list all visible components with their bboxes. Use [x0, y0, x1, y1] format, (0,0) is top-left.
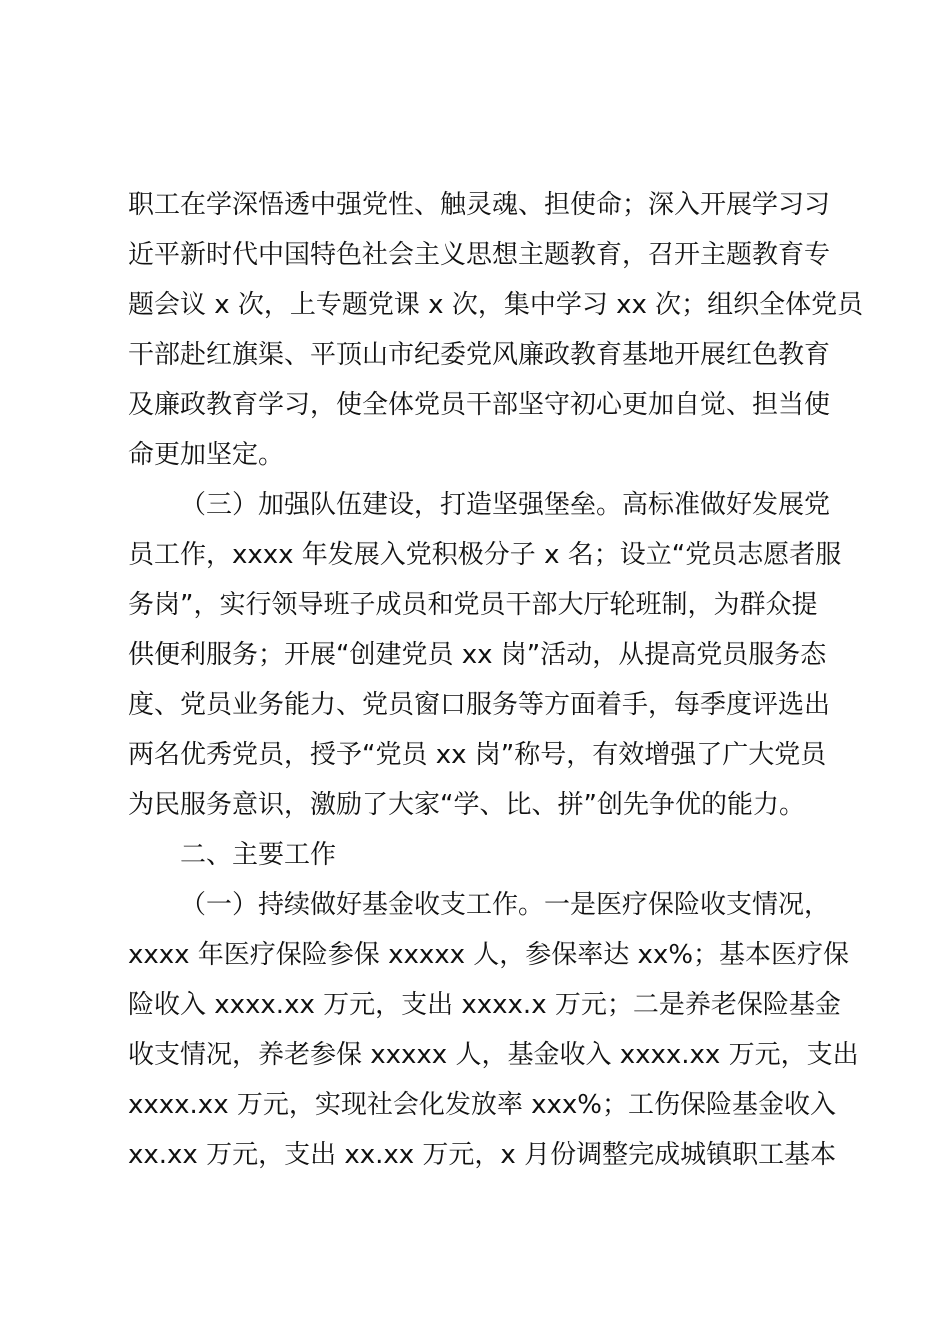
text-line: （一）持续做好基金收支工作。一是医疗保险收支情况， — [180, 890, 831, 920]
text-line: 命更加坚定。 — [128, 440, 285, 470]
text-line: 度、党员业务能力、党员窗口服务等方面着手，每季度评选出 — [128, 690, 831, 720]
text-line: xxxx.xx 万元，实现社会化发放率 xxx%；工伤保险基金收入 — [128, 1090, 836, 1120]
text-line: xxxx 年医疗保险参保 xxxxx 人，参保率达 xx%；基本医疗保 — [128, 940, 850, 970]
text-line: 供便利服务；开展“创建党员 xx 岗”活动，从提高党员服务态 — [128, 640, 827, 670]
text-line: 险收入 xxxx.xx 万元，支出 xxxx.x 万元；二是养老保险基金 — [128, 990, 841, 1020]
text-line: 员工作，xxxx 年发展入党积极分子 x 名；设立“党员志愿者服 — [128, 540, 842, 570]
text-line: 近平新时代中国特色社会主义思想主题教育，召开主题教育专 — [128, 240, 831, 270]
text-line: 题会议 x 次，上专题党课 x 次，集中学习 xx 次；组织全体党员 — [128, 290, 864, 320]
text-line: 二、主要工作 — [180, 840, 337, 870]
document-body — [128, 180, 864, 1180]
text-line: 收支情况，养老参保 xxxxx 人，基金收入 xxxx.xx 万元，支出 — [128, 1040, 859, 1070]
text-line: 及廉政教育学习，使全体党员干部坚守初心更加自觉、担当使 — [128, 390, 831, 420]
text-line: xx.xx 万元，支出 xx.xx 万元，x 月份调整完成城镇职工基本 — [128, 1140, 837, 1170]
text-line: （三）加强队伍建设，打造坚强堡垒。高标准做好发展党 — [180, 490, 831, 520]
text-line: 职工在学深悟透中强党性、触灵魂、担使命；深入开展学习习 — [128, 190, 831, 220]
text-line: 干部赴红旗渠、平顶山市纪委党风廉政教育基地开展红色教育 — [128, 340, 831, 370]
text-line: 为民服务意识，激励了大家“学、比、拼”创先争优的能力。 — [128, 790, 805, 820]
text-line: 两名优秀党员，授予“党员 xx 岗”称号，有效增强了广大党员 — [128, 740, 827, 770]
text-line: 务岗”，实行领导班子成员和党员干部大厅轮班制，为群众提 — [128, 590, 818, 620]
